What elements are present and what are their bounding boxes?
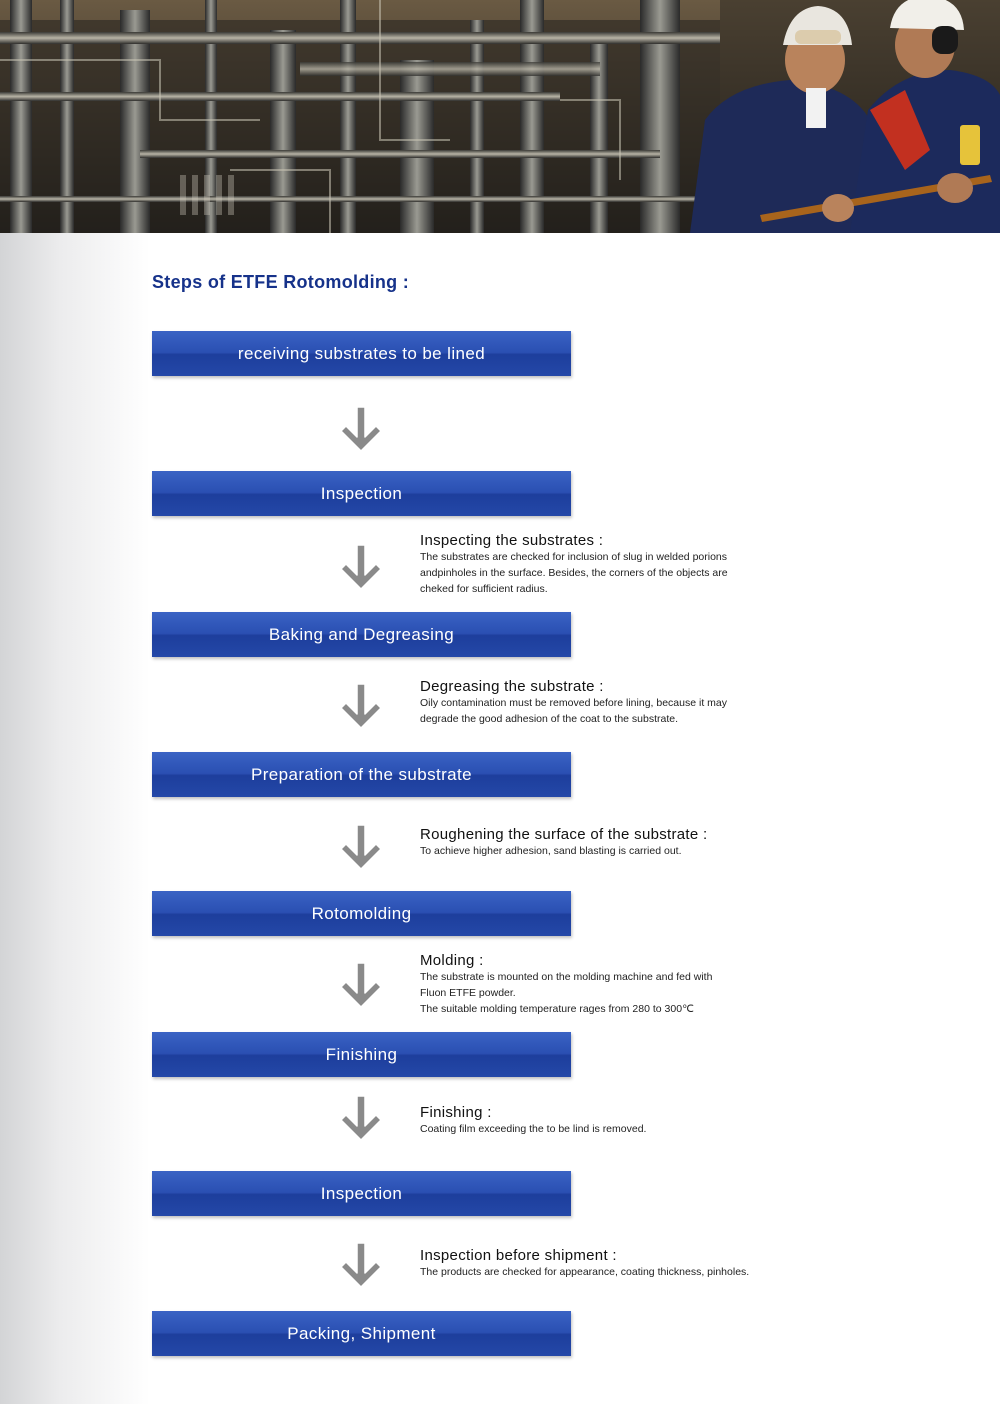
- step-box-finishing: Finishing: [152, 1032, 571, 1077]
- step-description-inspection-before-shipment: [420, 1247, 860, 1280]
- header-photo: [0, 0, 1000, 233]
- description-title: Degreasing the substrate :: [420, 678, 604, 695]
- arrow-down-icon: [338, 405, 384, 455]
- description-title: Molding :: [420, 952, 484, 969]
- arrow-down-icon: [338, 1094, 384, 1144]
- step-box-inspection: Inspection: [152, 471, 571, 516]
- description-body: Coating film exceeding the to be lind is removed.: [420, 1123, 647, 1135]
- step-box-baking-degreasing: Baking and Degreasing: [152, 612, 571, 657]
- step-description-finishing: [420, 1104, 860, 1137]
- step-box-rotomolding: Rotomolding: [152, 891, 571, 936]
- description-title: Inspection before shipment :: [420, 1247, 617, 1264]
- arrow-down-icon: [338, 823, 384, 873]
- description-body: To achieve higher adhesion, sand blasting is carried out.: [420, 845, 682, 857]
- step-description-molding: [420, 952, 860, 1017]
- description-body: The substrates are checked for inclusion of slug in welded porions andpinholes in the surface. Besides, the corners of the objects are cheked for sufficient radius.: [420, 551, 728, 595]
- description-body: The products are checked for appearance, coating thickness, pinholes.: [420, 1266, 750, 1278]
- arrow-down-icon: [338, 1241, 384, 1291]
- description-title: Finishing :: [420, 1104, 492, 1121]
- industrial-plant-image: [0, 0, 1000, 233]
- description-title: Roughening the surface of the substrate :: [420, 826, 708, 843]
- description-body: Oily contamination must be removed before lining, because it may degrade the good adhesion of the coat to the substrate.: [420, 697, 727, 725]
- description-body: The substrate is mounted on the molding machine and fed with Fluon ETFE powder. The suitable molding temperature rages from 280 to 300℃: [420, 971, 713, 1015]
- step-box-preparation: Preparation of the substrate: [152, 752, 571, 797]
- page-title: Steps of ETFE Rotomolding :: [152, 272, 410, 292]
- step-box-final-inspection: Inspection: [152, 1171, 571, 1216]
- description-title: Inspecting the substrates :: [420, 532, 604, 549]
- step-description-roughening: [420, 826, 860, 859]
- step-description-degreasing: [420, 678, 860, 727]
- step-box-receiving: receiving substrates to be lined: [152, 331, 571, 376]
- step-description-inspecting-substrates: [420, 532, 860, 597]
- arrow-down-icon: [338, 543, 384, 593]
- arrow-down-icon: [338, 682, 384, 732]
- arrow-down-icon: [338, 961, 384, 1011]
- step-box-packing-shipment: Packing, Shipment: [152, 1311, 571, 1356]
